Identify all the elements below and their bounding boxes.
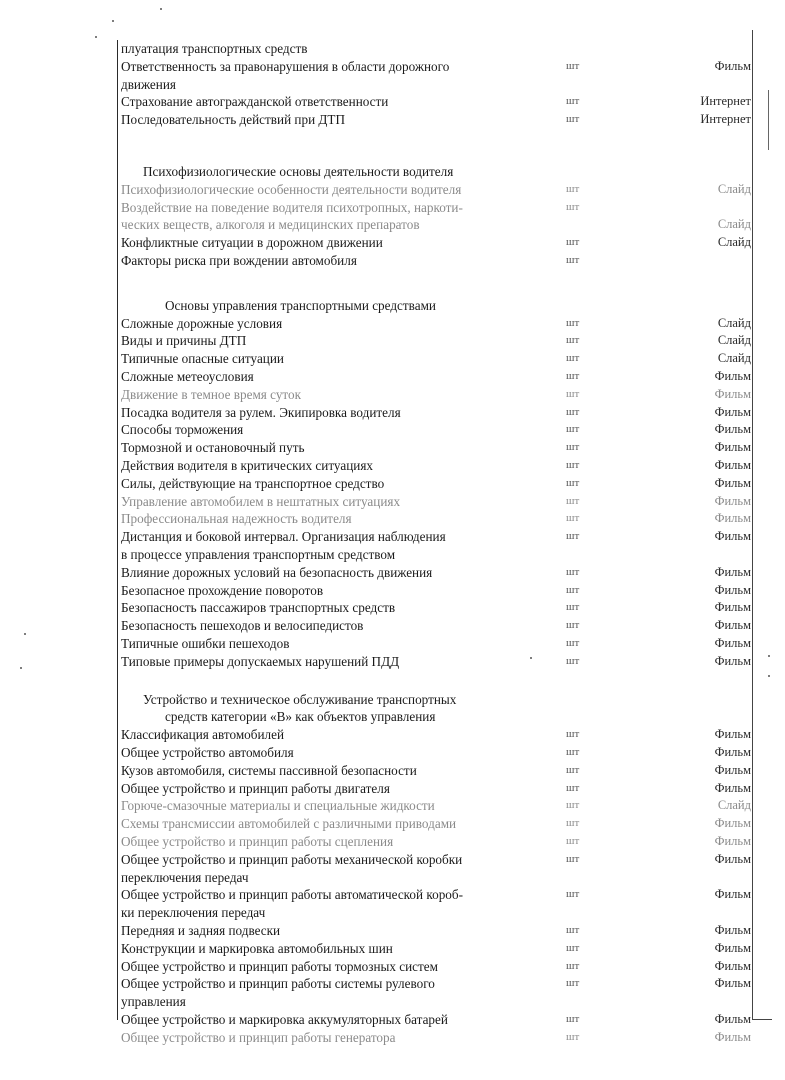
row-topic: управления — [121, 994, 186, 1009]
row-topic: Дистанция и боковой интервал. Организация наблюдения — [121, 529, 446, 544]
row-unit: шт — [566, 201, 580, 213]
section-heading: Основы управления транспортными средствами — [165, 298, 436, 313]
row-unit: шт — [566, 799, 580, 811]
scan-speck — [112, 20, 114, 22]
row-topic: Виды и причины ДТП — [121, 333, 247, 348]
row-media-type: Фильм — [714, 654, 751, 668]
row-unit: шт — [566, 113, 580, 125]
row-unit: шт — [566, 388, 580, 400]
row-unit: шт — [566, 477, 580, 489]
row-media-type: Интернет — [700, 94, 751, 108]
row-media-type: Фильм — [714, 887, 751, 901]
row-media-type: Фильм — [714, 941, 751, 955]
row-unit: шт — [566, 782, 580, 794]
row-topic: Общее устройство и маркировка аккумуляторных батарей — [121, 1012, 448, 1027]
row-topic: Факторы риска при вождении автомобиля — [121, 253, 357, 268]
row-unit: шт — [566, 334, 580, 346]
row-topic: Влияние дорожных условий на безопасность движения — [121, 565, 433, 580]
row-unit: шт — [566, 370, 580, 382]
scan-speck — [160, 8, 162, 10]
row-unit: шт — [566, 530, 580, 542]
row-media-type: Фильм — [714, 1012, 751, 1026]
scan-speck — [530, 657, 532, 659]
section-heading: средств категории «В» как объектов управления — [165, 709, 436, 724]
row-media-type: Фильм — [714, 476, 751, 490]
row-topic: Посадка водителя за рулем. Экипировка водителя — [121, 405, 401, 420]
row-media-type: Фильм — [714, 440, 751, 454]
section-heading: Устройство и техническое обслуживание транспортных — [143, 692, 457, 707]
row-media-type: Фильм — [714, 618, 751, 632]
row-topic: плуатация транспортных средств — [121, 41, 308, 56]
row-unit: шт — [566, 317, 580, 329]
scan-speck — [768, 675, 770, 677]
row-unit: шт — [566, 619, 580, 631]
row-media-type: Фильм — [714, 494, 751, 508]
row-topic: Управление автомобилем в нештатных ситуациях — [121, 494, 401, 509]
row-media-type: Фильм — [714, 923, 751, 937]
row-topic: Профессиональная надежность водителя — [121, 511, 352, 526]
row-unit: шт — [566, 406, 580, 418]
table-right-border — [752, 30, 753, 1020]
row-media-type: Слайд — [717, 333, 751, 347]
row-media-type: Фильм — [714, 816, 751, 830]
row-topic: Силы, действующие на транспортное средство — [121, 476, 385, 491]
row-media-type: Фильм — [714, 636, 751, 650]
row-unit: шт — [566, 924, 580, 936]
row-unit: шт — [566, 817, 580, 829]
row-unit: шт — [566, 960, 580, 972]
row-unit: шт — [566, 236, 580, 248]
row-unit: шт — [566, 835, 580, 847]
scan-speck — [20, 667, 22, 669]
row-unit: шт — [566, 254, 580, 266]
row-topic: Конструкции и маркировка автомобильных шин — [121, 941, 393, 956]
row-unit: шт — [566, 746, 580, 758]
row-unit: шт — [566, 512, 580, 524]
row-media-type: Фильм — [714, 583, 751, 597]
row-media-type: Слайд — [717, 798, 751, 812]
row-topic: движения — [121, 77, 176, 92]
row-media-type: Слайд — [717, 351, 751, 365]
row-topic: Тормозной и остановочный путь — [121, 440, 305, 455]
row-unit: шт — [566, 183, 580, 195]
row-topic: Движение в темное время суток — [121, 387, 302, 402]
row-topic: Горюче-смазочные материалы и специальные жидкости — [121, 798, 435, 813]
row-topic: Конфликтные ситуации в дорожном движении — [121, 235, 383, 250]
row-topic: Типичные ошибки пешеходов — [121, 636, 290, 651]
row-unit: шт — [566, 1031, 580, 1043]
row-topic: Типовые примеры допускаемых нарушений ПДД — [121, 654, 400, 669]
section-heading: Психофизиологические основы деятельности водителя — [143, 164, 454, 179]
scan-speck — [24, 633, 26, 635]
row-media-type: Интернет — [700, 112, 751, 126]
row-topic: Безопасность пассажиров транспортных средств — [121, 600, 396, 615]
row-unit: шт — [566, 655, 580, 667]
row-unit: шт — [566, 459, 580, 471]
row-unit: шт — [566, 584, 580, 596]
row-media-type: Слайд — [717, 316, 751, 330]
row-topic: Ответственность за правонарушения в области дорожного — [121, 59, 450, 74]
row-unit: шт — [566, 601, 580, 613]
row-unit: шт — [566, 728, 580, 740]
row-unit: шт — [566, 637, 580, 649]
row-unit: шт — [566, 352, 580, 364]
row-topic: Психофизиологические особенности деятельности водителя — [121, 182, 462, 197]
row-topic: Кузов автомобиля, системы пассивной безопасности — [121, 763, 417, 778]
row-topic: Общее устройство и принцип работы системы рулевого — [121, 976, 435, 991]
row-media-type: Фильм — [714, 781, 751, 795]
row-topic: Общее устройство и принцип работы тормозных систем — [121, 959, 438, 974]
row-topic: Безопасность пешеходов и велосипедистов — [121, 618, 364, 633]
row-topic: Способы торможения — [121, 422, 244, 437]
row-topic: Общее устройство и принцип работы сцепления — [121, 834, 394, 849]
row-topic: Последовательность действий при ДТП — [121, 112, 346, 127]
row-topic: Схемы трансмиссии автомобилей с различными приводами — [121, 816, 457, 831]
row-unit: шт — [566, 1013, 580, 1025]
row-unit: шт — [566, 495, 580, 507]
row-media-type: Фильм — [714, 511, 751, 525]
row-topic: Типичные опасные ситуации — [121, 351, 284, 366]
row-media-type: Слайд — [717, 235, 751, 249]
row-unit: шт — [566, 853, 580, 865]
table-left-border — [117, 40, 118, 1020]
row-topic: ческих веществ, алкоголя и медицинских препаратов — [121, 217, 420, 232]
row-topic: в процессе управления транспортным средством — [121, 547, 396, 562]
row-topic: Передняя и задняя подвески — [121, 923, 281, 938]
row-media-type: Фильм — [714, 834, 751, 848]
row-topic: Сложные дорожные условия — [121, 316, 283, 331]
row-media-type: Слайд — [717, 217, 751, 231]
row-media-type: Фильм — [714, 565, 751, 579]
row-topic: Общее устройство и принцип работы автоматической короб- — [121, 887, 463, 902]
row-unit: шт — [566, 95, 580, 107]
row-topic: ки переключения передач — [121, 905, 266, 920]
row-unit: шт — [566, 60, 580, 72]
row-topic: Безопасное прохождение поворотов — [121, 583, 324, 598]
row-media-type: Фильм — [714, 405, 751, 419]
row-topic: Общее устройство и принцип работы двигателя — [121, 781, 390, 796]
row-unit: шт — [566, 977, 580, 989]
table-bottom-border — [752, 1019, 772, 1020]
row-topic: Страхование автогражданской ответственности — [121, 94, 389, 109]
row-media-type: Фильм — [714, 763, 751, 777]
row-media-type: Фильм — [714, 422, 751, 436]
row-media-type: Фильм — [714, 600, 751, 614]
row-media-type: Фильм — [714, 976, 751, 990]
row-topic: Действия водителя в критических ситуациях — [121, 458, 373, 473]
row-topic: Общее устройство автомобиля — [121, 745, 294, 760]
row-media-type: Слайд — [717, 182, 751, 196]
row-unit: шт — [566, 441, 580, 453]
row-unit: шт — [566, 942, 580, 954]
row-topic: Сложные метеоусловия — [121, 369, 254, 384]
row-unit: шт — [566, 764, 580, 776]
row-media-type: Фильм — [714, 745, 751, 759]
row-media-type: Фильм — [714, 369, 751, 383]
row-topic: Классификация автомобилей — [121, 727, 285, 742]
scan-speck — [768, 655, 770, 657]
row-media-type: Фильм — [714, 727, 751, 741]
row-media-type: Фильм — [714, 529, 751, 543]
row-topic: Воздействие на поведение водителя психотропных, наркоти- — [121, 200, 463, 215]
row-unit: шт — [566, 566, 580, 578]
row-unit: шт — [566, 888, 580, 900]
row-media-type: Фильм — [714, 458, 751, 472]
row-media-type: Фильм — [714, 852, 751, 866]
row-topic: Общее устройство и принцип работы механической коробки — [121, 852, 463, 867]
row-topic: Общее устройство и принцип работы генератора — [121, 1030, 396, 1045]
row-media-type: Фильм — [714, 1030, 751, 1044]
table-right-border-outer — [768, 90, 769, 150]
scan-speck — [95, 36, 97, 38]
row-media-type: Фильм — [714, 59, 751, 73]
row-topic: переключения передач — [121, 870, 249, 885]
row-unit: шт — [566, 423, 580, 435]
row-media-type: Фильм — [714, 387, 751, 401]
row-media-type: Фильм — [714, 959, 751, 973]
